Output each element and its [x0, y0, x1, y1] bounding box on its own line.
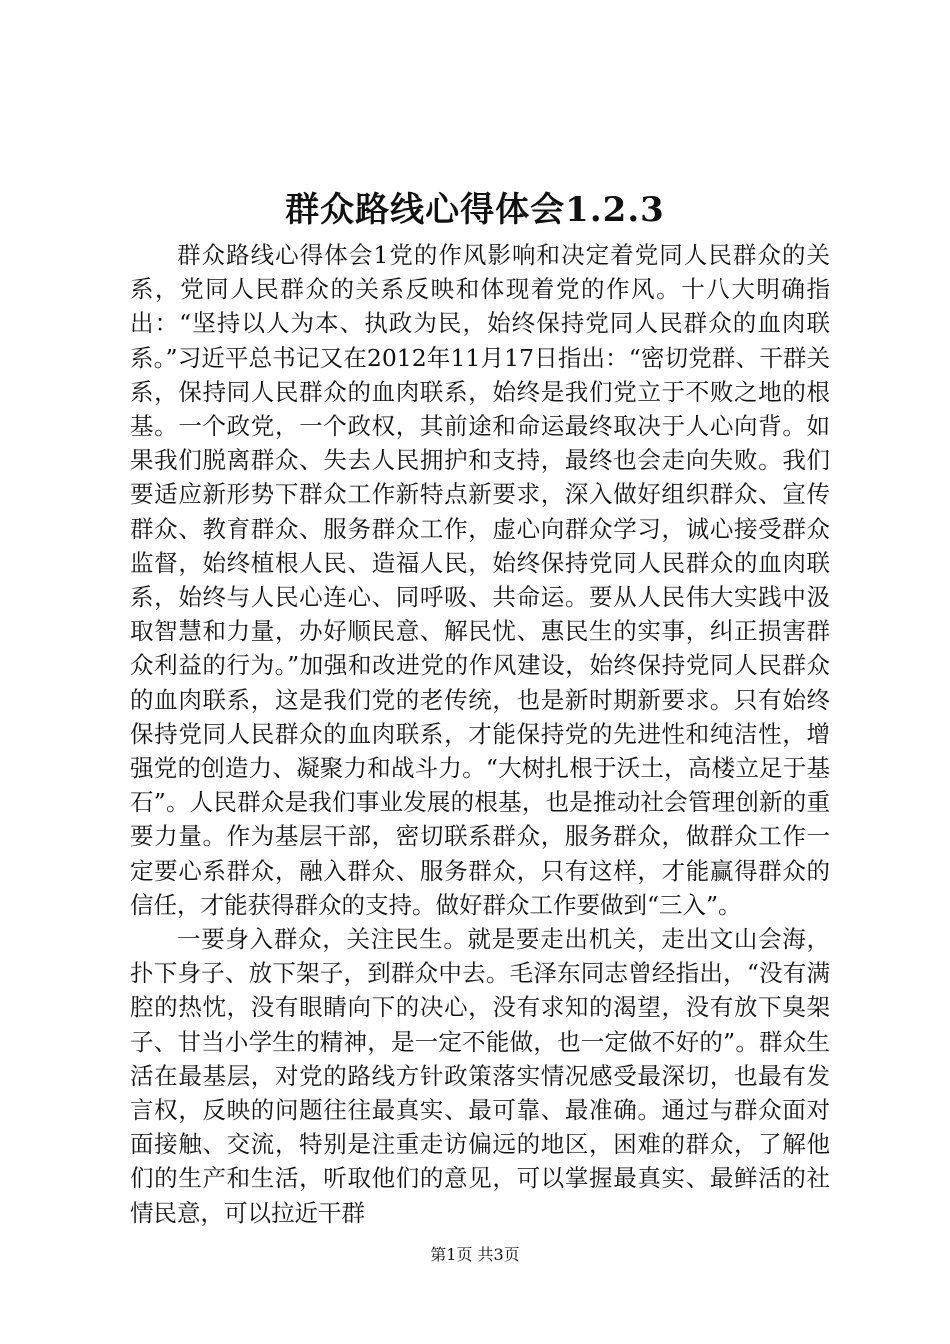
- document-body: [130, 238, 830, 1230]
- page-footer: 第1页 共3页: [430, 1245, 520, 1264]
- paragraph-2: 一要身入群众，关注民生。就是要走出机关，走出文山会海，扑下身子、放下架子，到群众中去。毛泽东同志曾经指出，“没有满腔的热忱，没有眼睛向下的决心，没有求知的渴望，没有放下臭架子、甘当小学生的精神，是一定不能做，也一定做不好的”。群众生活在最基层，对党的路线方针政策落实情况感受最深切，也最有发言权，反映的问题往往最真实、最可靠、最准确。通过与群众面对面接触、交流，特别是注重走访偏远的地区，困难的群众，了解他们的生产和生活，听取他们的意见，可以掌握最真实、最鲜活的社情民意，可以拉近干群: [130, 925, 830, 1227]
- paragraph-1: 群众路线心得体会1党的作风影响和决定着党同人民群众的关系，党同人民群众的关系反映和体现着党的作风。十八大明确指出：“坚持以人为本、执政为民，始终保持党同人民群众的血肉联系。”习近平总书记又在2012年11月17日指出：“密切党群、干群关系，保持同人民群众的血肉联系，始终是我们党立于不败之地的根基。一个政党，一个政权，其前途和命运最终取决于人心向背。如果我们脱离群众、失去人民拥护和支持，最终也会走向失败。我们要适应新形势下群众工作新特点新要求，深入做好组织群众、宣传群众、教育群众、服务群众工作，虚心向群众学习，诚心接受群众监督，始终植根人民、造福人民，始终保持党同人民群众的血肉联系，始终与人民心连心、同呼吸、共命运。要从人民伟大实践中汲取智慧和力量，办好顺民意、解民忧、惠民生的实事，纠正损害群众利益的行为。”加强和改进党的作风建设，始终保持党同人民群众的血肉联系，这是我们党的老传统，也是新时期新要求。只有始终保持党同人民群众的血肉联系，才能保持党的先进性和纯洁性，增强党的创造力、凝聚力和战斗力。“大树扎根于沃土，高楼立足于基石”。人民群众是我们事业发展的根基，也是推动社会管理创新的重要力量。作为基层干部，密切联系群众，服务群众，做群众工作一定要心系群众，融入群众、服务群众，只有这样，才能赢得群众的信任，才能获得群众的支持。做好群众工作要做到“三入”。: [130, 241, 830, 919]
- document-title: 群众路线心得体会1.2.3: [285, 190, 665, 230]
